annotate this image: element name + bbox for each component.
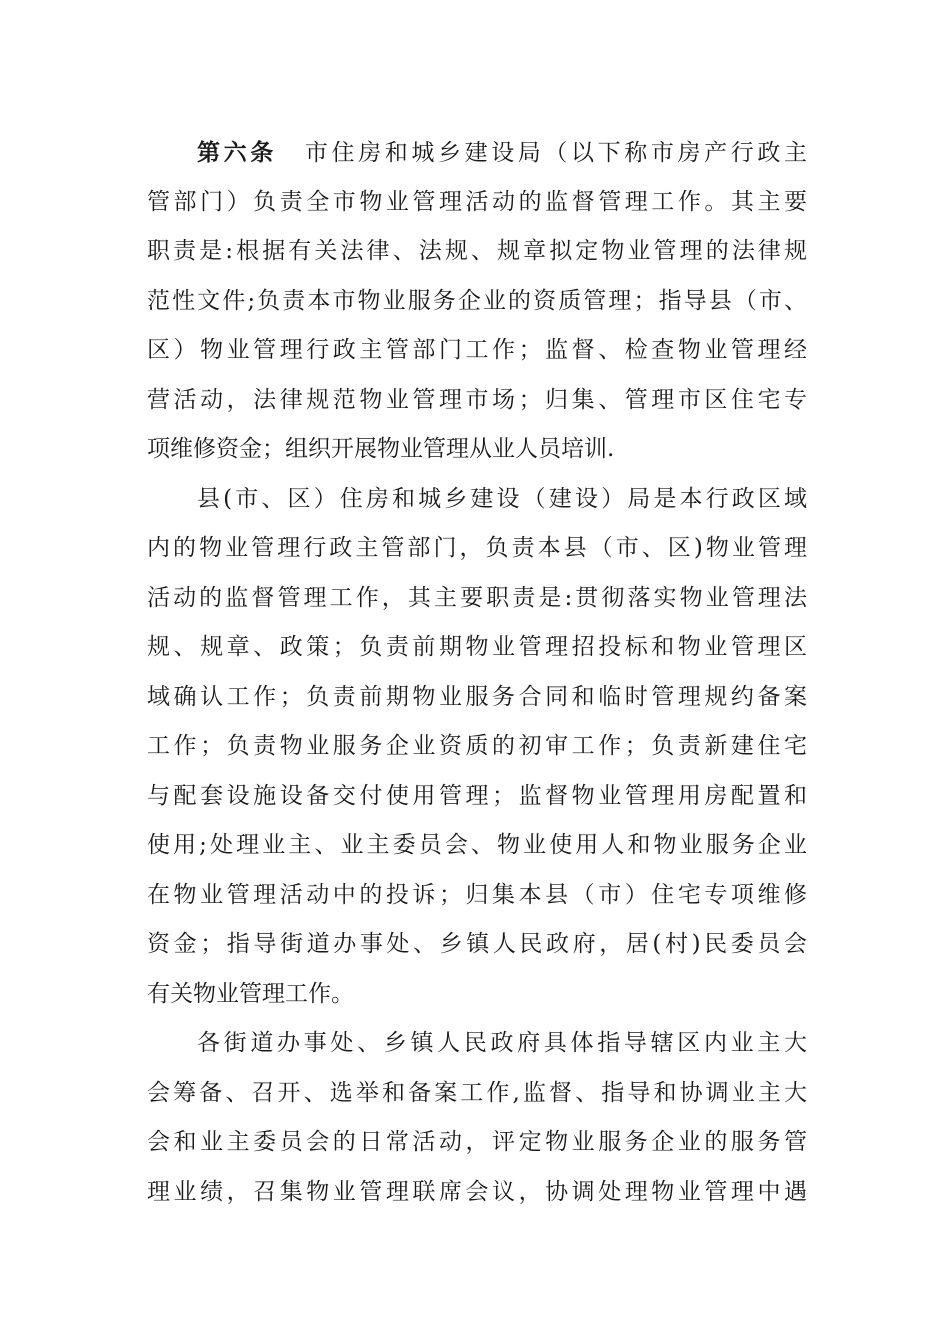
paragraph-2-line-1: 县(市、区）住房和城乡建设（建设）局是本行政区域: [197, 485, 807, 512]
paragraph-2-line-4: 规、规章、政策；负责前期物业管理招投标和物业管理区: [147, 634, 807, 660]
paragraph-2-line-5: 域确认工作；负责前期物业服务合同和临时管理规约备案: [147, 683, 807, 710]
paragraph-1-line-6: 营活动，法律规范物业管理市场；归集、管理市区住宅专: [147, 386, 807, 413]
paragraph-3-line-2: 会筹备、召开、选举和备案工作,监督、指导和协调业主大: [147, 1079, 807, 1106]
paragraph-1-line-5: 区）物业管理行政主管部门工作；监督、检查物业管理经: [147, 337, 807, 363]
paragraph-2-line-11: 有关物业管理工作。: [147, 980, 354, 1007]
paragraph-1-line-1: [147, 128, 807, 178]
paragraph-2-line-7: 与配套设施设备交付使用管理；监督物业管理用房配置和: [147, 782, 807, 809]
paragraph-1-line-4: 范性文件;负责本市物业服务企业的资质管理；指导县（市、: [147, 287, 807, 314]
paragraph-3-line-4: 理业绩，召集物业管理联席会议，协调处理物业管理中遇: [147, 1178, 807, 1205]
body-text: [147, 128, 807, 1217]
paragraph-1-line-7: 项维修资金；组织开展物业管理从业人员培训.: [147, 436, 615, 462]
paragraph-2-line-9: 在物业管理活动中的投诉；归集本县（市）住宅专项维修: [147, 881, 807, 908]
line-text: 市住房和城乡建设局（以下称市房产行政主: [304, 140, 808, 166]
paragraph-2-line-10: 资金；指导街道办事处、乡镇人民政府，居(村)民委员会: [147, 931, 807, 957]
article-heading: 第六条: [197, 139, 277, 166]
paragraph-3-line-3: 会和业主委员会的日常活动，评定物业服务企业的服务管: [147, 1129, 807, 1155]
paragraph-2-line-2: 内的物业管理行政主管部门，负责本县（市、区)物业管理: [147, 535, 807, 561]
paragraph-2-line-3: 活动的监督管理工作，其主要职责是:贯彻落实物业管理法: [147, 584, 807, 611]
paragraph-2-line-8: 使用;处理业主、业主委员会、物业使用人和物业服务企业: [147, 832, 807, 858]
paragraph-1-line-3: 职责是:根据有关法律、法规、规章拟定物业管理的法律规: [147, 238, 807, 264]
paragraph-3-line-1: 各街道办事处、乡镇人民政府具体指导辖区内业主大: [197, 1030, 807, 1056]
paragraph-1-line-2: 管部门）负责全市物业管理活动的监督管理工作。其主要: [147, 188, 807, 215]
paragraph-2-line-6: 工作；负责物业服务企业资质的初审工作；负责新建住宅: [147, 733, 807, 759]
